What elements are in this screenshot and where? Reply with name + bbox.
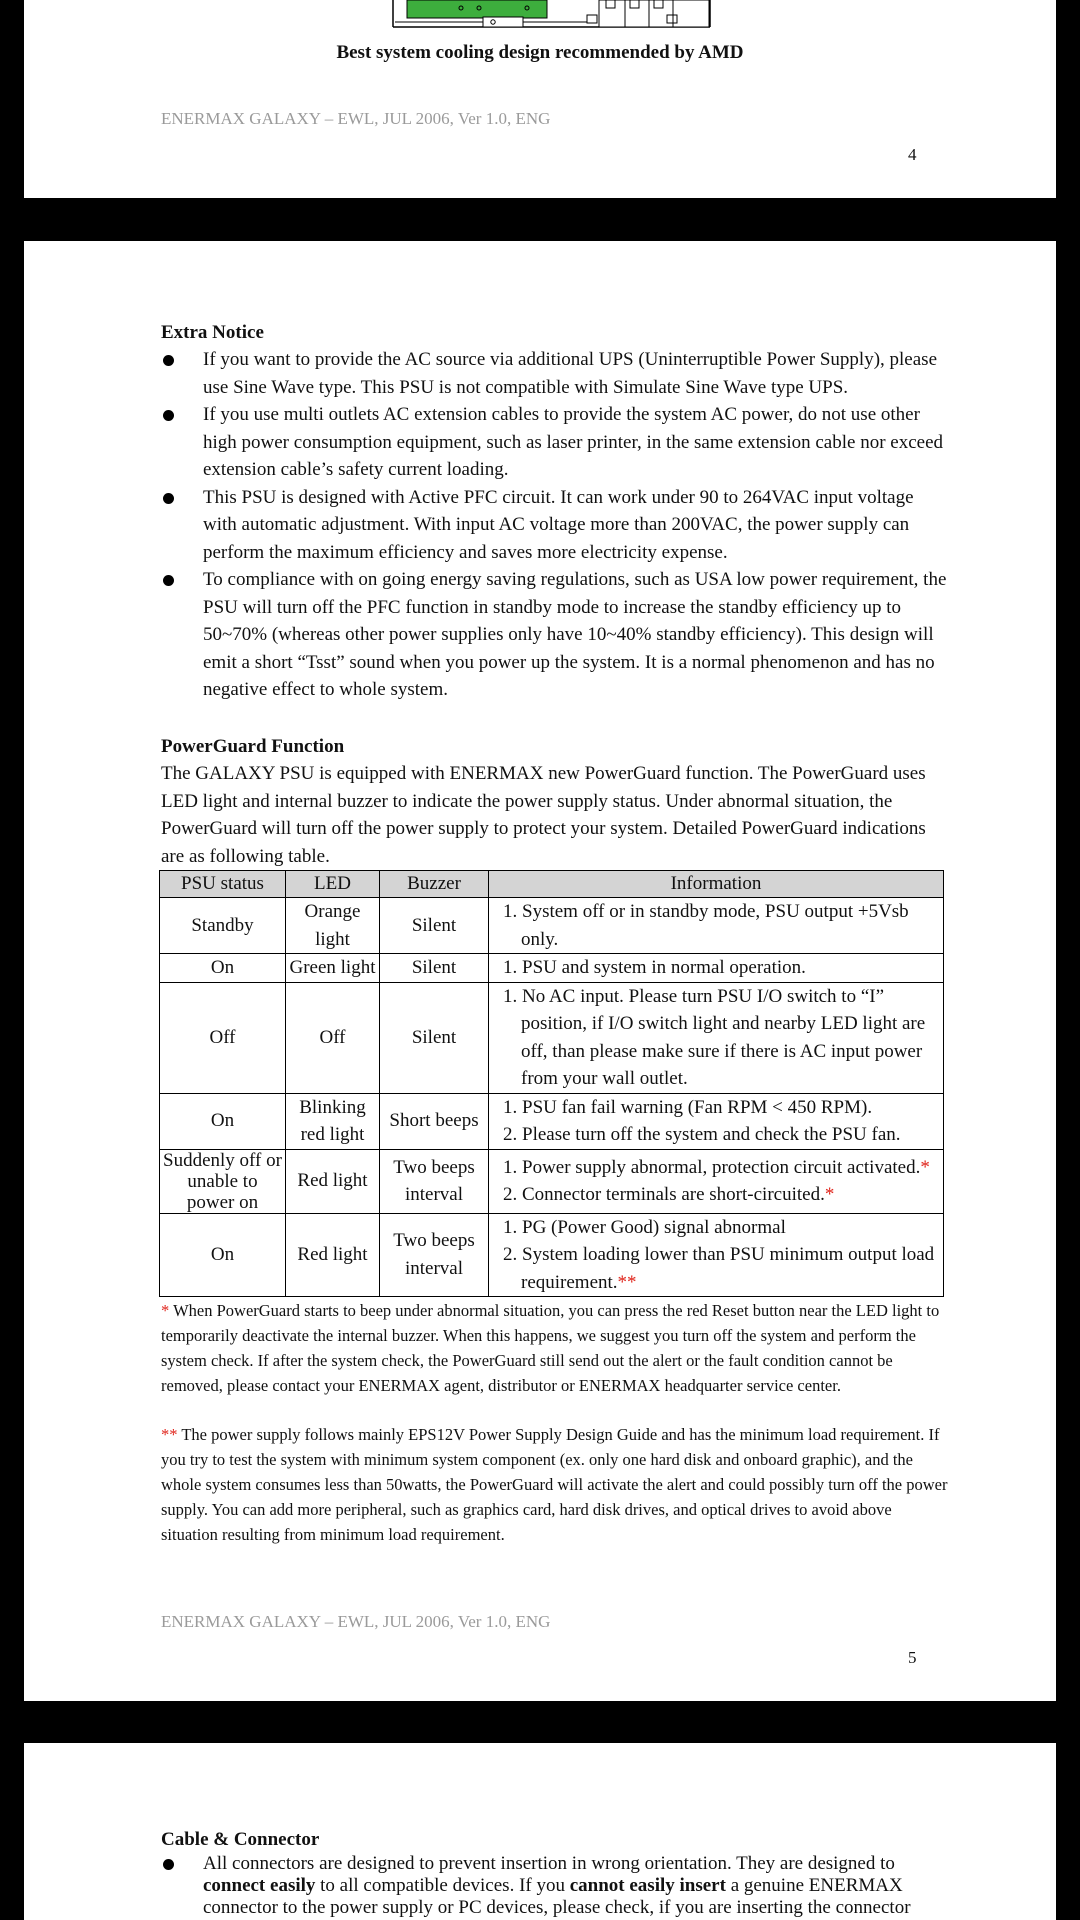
cell-status: Suddenly off or unable to power on	[160, 1149, 286, 1213]
figure-caption: Best system cooling design recommended by AMD	[336, 42, 744, 63]
header-information: Information	[489, 871, 944, 898]
cell-status: Standby	[160, 898, 286, 954]
bullet-icon	[163, 410, 174, 421]
powerguard-table	[159, 870, 944, 1297]
cell-status: On	[160, 1093, 286, 1149]
page-footer: ENERMAX GALAXY – EWL, JUL 2006, Ver 1.0, ENG	[161, 1612, 551, 1631]
header-buzzer: Buzzer	[380, 871, 489, 898]
bullet-icon	[163, 575, 174, 586]
cell-buzzer: Silent	[380, 898, 489, 954]
page-6	[24, 1743, 1056, 1920]
footnote-1: * When PowerGuard starts to beep under abnormal situation, you can press the red Reset button near the LED light to temporarily deactivate the internal buzzer. When this happens, we suggest you turn off the system and perform the system check. If after the system check, the PowerGuard still send out the alert or the fault condition cannot be removed, please contact your ENERMAX agent, distributor or ENERMAX headquarter service center.	[161, 1301, 940, 1395]
cable-connector-section	[161, 1826, 951, 1919]
header-psu-status: PSU status	[160, 871, 286, 898]
bullet-icon	[163, 1859, 174, 1870]
table-row	[160, 954, 944, 983]
table-row	[160, 1213, 944, 1297]
extra-notice-section	[161, 319, 951, 704]
table-row	[160, 898, 944, 954]
footnote-mark: *	[920, 1156, 930, 1178]
powerguard-section	[161, 733, 951, 1547]
cell-led: Off	[286, 982, 380, 1093]
extra-notice-list	[161, 346, 951, 704]
cell-information: 1. Power supply abnormal, protection circuit activated.* 2. Connector terminals are short-circuited.*	[489, 1149, 944, 1213]
list-item: All connectors are designed to prevent insertion in wrong orientation. They are designed to connect easily to all compatible devices. If you cannot easily insert a genuine ENERMAX connector to the power supply or PC devices, please check, if you are inserting the connector	[161, 1853, 951, 1919]
page-number: 4	[908, 145, 917, 164]
cell-information: 1. No AC input. Please turn PSU I/O switch to “I” position, if I/O switch light and nearby LED light are off, than please make sure if there is AC input power from your wall outlet.	[489, 982, 944, 1093]
table-row	[160, 1149, 944, 1213]
list-item: This PSU is designed with Active PFC circuit. It can work under 90 to 264VAC input voltage with automatic adjustment. With input AC voltage more than 200VAC, the power supply can perform the maximum efficiency and saves more electricity expense.	[161, 484, 951, 567]
extra-notice-heading: Extra Notice	[161, 322, 264, 343]
list-item: If you use multi outlets AC extension cables to provide the system AC power, do not use other high power consumption equipment, such as laser printer, in the same extension cable nor exceed extension cable’s safety current loading.	[161, 401, 951, 484]
page-4	[24, 0, 1056, 198]
cell-information: 1. PG (Power Good) signal abnormal 2. System loading lower than PSU minimum output load requirement.**	[489, 1213, 944, 1297]
cell-buzzer: Silent	[380, 954, 489, 983]
cell-information: 1. PSU fan fail warning (Fan RPM < 450 RPM). 2. Please turn off the system and check the PSU fan.	[489, 1093, 944, 1149]
cell-buzzer: Short beeps	[380, 1093, 489, 1149]
powerguard-heading: PowerGuard Function	[161, 736, 345, 757]
cable-connector-heading: Cable & Connector	[161, 1829, 320, 1850]
footnote-2: ** The power supply follows mainly EPS12V Power Supply Design Guide and has the minimum load requirement. If you try to test the system with minimum system component (ex. only one hard disk and onboard graphic), and the whole system consumes less than 50watts, the PowerGuard will activate the alert and could possibly turn off the power supply. You can add more peripheral, such as graphics card, hard disk drives, and optical drives to avoid above situation resulting from minimum load requirement.	[161, 1425, 948, 1544]
cell-information: 1. System off or in standby mode, PSU output +5Vsb only.	[489, 898, 944, 954]
cell-led: Red light	[286, 1213, 380, 1297]
cell-status: On	[160, 1213, 286, 1297]
cell-buzzer: Two beeps interval	[380, 1149, 489, 1213]
list-item: To compliance with on going energy saving regulations, such as USA low power requirement, the PSU will turn off the PFC function in standby mode to increase the standby efficiency up to 50~70% (whereas other power supplies only have 10~40% standby efficiency). This design will emit a short “Tsst” sound when you power up the system. It is a normal phenomenon and has no negative effect to whole system.	[161, 566, 951, 704]
cell-led: Red light	[286, 1149, 380, 1213]
cell-led: Orange light	[286, 898, 380, 954]
cell-led: Green light	[286, 954, 380, 983]
page-footer: ENERMAX GALAXY – EWL, JUL 2006, Ver 1.0, ENG	[161, 109, 551, 128]
table-row	[160, 1093, 944, 1149]
header-led: LED	[286, 871, 380, 898]
footnote-mark: **	[617, 1271, 637, 1293]
table-row	[160, 982, 944, 1093]
footnote-mark: *	[824, 1184, 835, 1205]
cell-buzzer: Silent	[380, 982, 489, 1093]
cell-status: Off	[160, 982, 286, 1093]
cell-buzzer: Two beeps interval	[380, 1213, 489, 1297]
powerguard-intro: The GALAXY PSU is equipped with ENERMAX new PowerGuard function. The PowerGuard uses LED light and internal buzzer to indicate the power supply status. Under abnormal situation, the PowerGuard will turn off the power supply to protect your system. Detailed PowerGuard indications are as following table.	[161, 763, 926, 867]
list-item: If you want to provide the AC source via additional UPS (Uninterruptible Power Supply), please use Sine Wave type. This PSU is not compatible with Simulate Sine Wave type UPS.	[161, 346, 951, 401]
cooling-design-diagram	[367, 0, 737, 30]
table-header-row	[160, 871, 944, 898]
cable-connector-list	[161, 1853, 951, 1919]
bullet-icon	[163, 355, 174, 366]
cell-status: On	[160, 954, 286, 983]
bullet-icon	[163, 493, 174, 504]
page-5	[24, 241, 1056, 1701]
page-number: 5	[908, 1648, 917, 1667]
cell-information: 1. PSU and system in normal operation.	[489, 954, 944, 983]
cell-led: Blinking red light	[286, 1093, 380, 1149]
